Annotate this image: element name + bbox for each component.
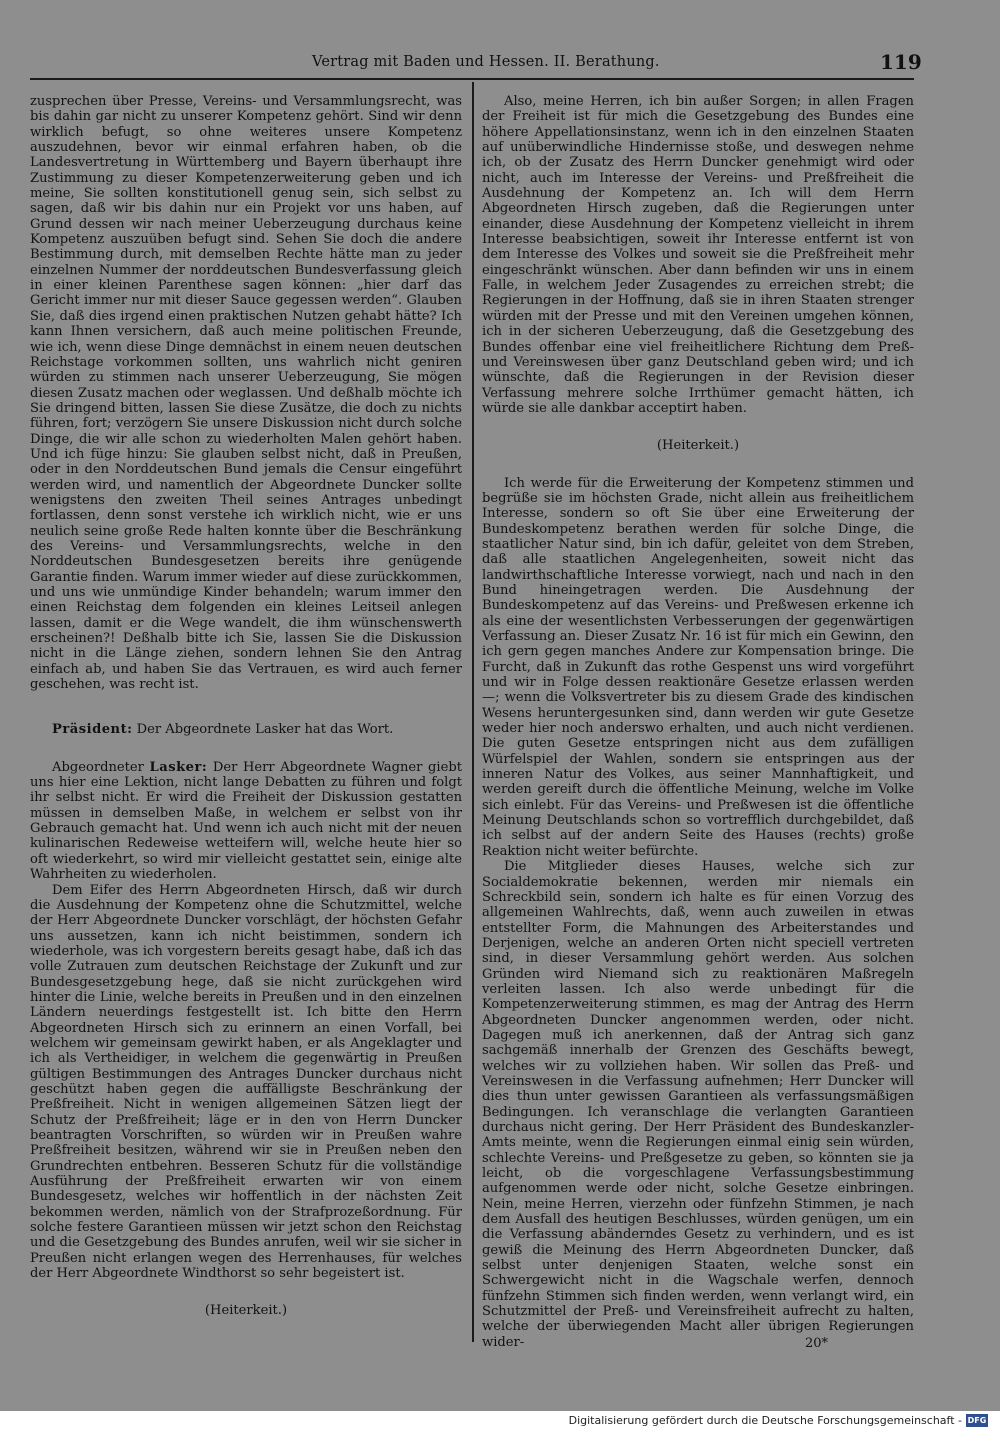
left-column <box>30 94 462 1319</box>
paragraph: Ich werde für die Erweiterung der Kompetenz stimmen und begrüße sie im höchsten Grade, nicht allein aus freiheitlichem Interesse, sondern so oft Sie über eine Erweiterung der Bundeskompetenz berathen werden für solche Dinge, die staatlicher Natur sind, bin ich dafür, geleitet von dem Streben, daß alle staatlichen Angelegenheiten, soweit nicht das landwirthschaftliche Interesse vorwiegt, nach und nach in den Bund hineingetragen werden. Die Ausdehnung der Bundeskompetenz auf das Vereins- und Preßwesen erkenne ich als eine der wesentlichsten Verbesserungen der gegenwärtigen Verfassung an. Dieser Zusatz Nr. 16 ist für mich ein Gewinn, den ich gern gegen manches Andere zur Kompensation bringe. Die Furcht, daß in Zukunft das rothe Gespenst uns wird vorgeführt und wir in Folge dessen reaktionäre Gesetze erlassen werden —; wenn die Volksvertreter bis zu diesem Grade des kindischen Wesens heruntergesunken sind, dann werden wir gute Gesetze weder hier noch anderswo erhalten, und auch nicht verdienen. Die guten Gesetze entspringen nicht aus dem zufälligen Würfelspiel der Wahlen, sondern sie entspringen aus der inneren Natur des Volkes, aus seiner Mannhaftigkeit, und werden gereift durch die öffentliche Meinung, welche im Volke sich einlebt. Für das Vereins- und Preßwesen ist die öffentliche Meinung Deutschlands schon so vortrefflich durchgebildet, daß ich selbst auf der andern Seite des Hauses (rechts) große Reaktion nicht weiter befürchte. <box>482 475 914 859</box>
running-head: Vertrag mit Baden und Hessen. II. Berathung. <box>312 54 660 70</box>
funding-credit: Digitalisierung gefördert durch die Deutsche Forschungsgemeinschaft - <box>568 1414 962 1427</box>
page-footer <box>0 1411 1000 1432</box>
paragraph: Dem Eifer des Herrn Abgeordneten Hirsch, daß wir durch die Ausdehnung der Kompetenz ohne die Schutzmittel, welche der Herr Abgeordnete Duncker vorschlägt, der höchsten Gefahr uns aussetzen, kann ich nicht beistimmen, sondern ich wiederhole, was ich vorgestern bereits gesagt habe, daß ich das volle Zutrauen zum deutschen Reichstage der Zukunft und zur Bundesgesetzgebung hege, daß sie nicht zurückgehen wird hinter die Linie, welche bereits in Preußen und in den einzelnen Ländern neuerdings festgestellt ist. Ich bitte den Herrn Abgeordneten Hirsch sich zu erinnern an einen Vorfall, bei welchem wir gemeinsam gewirkt haben, er als Angeklagter und ich als Vertheidiger, in welchem die gegenwärtig in Preußen gültigen Bestimmungen des Antrages Duncker durchaus nicht geschützt haben gegen die auffälligste Beschränkung der Preßfreiheit. Nicht in wenigen allgemeinen Sätzen liegt der Schutz der Preßfreiheit; läge er in den von Herrn Duncker beantragten Vorschriften, so würden wir in Preußen wahre Preßfreiheit besitzen, während wir sie in Preußen neben den Grundrechten entbehren. Besseren Schutz für die vollständige Ausführung der Preßfreiheit erwarten wir von einem Bundesgesetz, welches wir hoffentlich in der nächsten Zeit bekommen werden, nämlich von der Strafprozeßordnung. Für solche festere Garantieen müssen wir jetzt schon den Reichstag und die Gesetzgebung des Bundes anrufen, weil wir sie sicher in Preußen nicht erlangen wegen des Herrenhauses, für welches der Herr Abgeordnete Windthorst so sehr begeistert ist. <box>30 882 462 1282</box>
page-number: 119 <box>880 50 922 74</box>
laughter-note: (Heiterkeit.) <box>204 1303 288 1319</box>
column-divider <box>472 82 474 1342</box>
speaker-label: Präsident: <box>52 722 133 738</box>
right-column <box>482 94 914 1350</box>
president-remark <box>30 722 462 737</box>
header-rule <box>30 78 914 80</box>
page-header <box>0 50 1000 78</box>
paragraph: zusprechen über Presse, Vereins- und Versammlungsrecht, was bis dahin gar nicht zu unserer Kompetenz gehört. Sind wir denn wirklich befugt, so ohne weiteres unsere Kompetenz auszudehnen, bevor wir einmal erfahren haben, ob die Landesvertretung in Württemberg und Bayern überhaupt ihre Zustimmung zu dieser Kompetenzerweiterung geben und ich meine, Sie sollten konstitutionell genug sein, sich selbst zu sagen, daß wir bis dahin nur ein Projekt vor uns haben, auf Grund dessen wir nach meiner Ueberzeugung durchaus keine Kompetenz auszuüben befugt sind. Sehen Sie doch die andere Bestimmung durch, mit demselben Rechte hätte man zu jeder einzelnen Nummer der norddeutschen Bundesverfassung gleich in einer kleinen Parenthese sagen können: „hier darf das Gericht immer nur mit dieser Sauce gegessen werden“. Glauben Sie, daß dies irgend einen praktischen Nutzen gehabt hätte? Ich kann Ihnen versichern, daß auch meine politischen Freunde, wie ich, wenn diese Dinge demnächst in einem neuen deutschen Reichstage vorkommen sollten, uns wahrlich nicht geniren würden zu stimmen nach unserer Ueberzeugung, Sie mögen diesen Zusatz machen oder weglassen. Und deßhalb möchte ich Sie dringend bitten, lassen Sie diese Zusätze, die doch zu nichts führen, fort; verzögern Sie unsere Diskussion nicht durch solche Dinge, die wir alle schon zu wiederholten Malen gehört haben. Und ich füge hinzu: Sie glauben selbst nicht, daß in Preußen, oder in den Norddeutschen Bund jemals die Censur eingeführt werden wird, und namentlich der Abgeordnete Duncker sollte wenigstens den zweiten Theil seines Antrages unbedingt fortlassen, denn sonst verstehe ich wirklich nicht, wie er uns neulich seine große Rede halten konnte über die Beschränkung des Vereins- und Versammlungsrechts, welche in den Norddeutschen Bundesgesetzen bereits ihre genügende Garantie finden. Warum immer wieder auf diese zurückkommen, und uns wie unmündige Kinder behandeln; warum immer den einen Reichstag dem folgenden ein kleines Leitseil anlegen lassen, damit er die Wege wandelt, die ihm wünschenswerth erscheinen?! Deßhalb bitte ich Sie, lassen Sie die Diskussion nicht in die Länge ziehen, sondern lehnen Sie den Antrag einfach ab, und haben Sie das Vertrauen, es wird auch ferner geschehen, was recht ist. <box>30 94 462 693</box>
laughter-note: (Heiterkeit.) <box>656 438 740 454</box>
signature-mark: 20* <box>805 1336 829 1351</box>
dfg-logo-icon: DFG <box>967 1416 987 1425</box>
paragraph: Die Mitglieder dieses Hauses, welche sich zur Socialdemokratie bekennen, werden mir niemals ein Schreckbild sein, sondern ich halte es für einen Vorzug des allgemeinen Wahlrechts, daß, wenn auch zuweilen in etwas entstellter Form, die Mahnungen des Arbeiterstandes und Derjenigen, welche an anderen Orten nicht speciell vertreten sind, in dieser Versammlung gehört werden. Aus solchen Gründen wird Niemand sich zu reaktionären Maßregeln verleiten lassen. Ich also werde unbedingt für die Kompetenzerweiterung stimmen, es mag der Antrag des Herrn Abgeordneten Duncker angenommen werden, oder nicht. Dagegen muß ich anerkennen, daß der Antrag sich ganz sachgemäß innerhalb der Grenzen des Geschäfts bewegt, welches wir zu vollziehen haben. Wir sollen das Preß- und Vereinswesen in die Verfassung aufnehmen; Herr Duncker will dies thun unter gewissen Garantieen als verfassungsmäßigen Bedingungen. Ich veranschlage die verlangten Garantieen durchaus nicht gering. Der Herr Präsident des Bundeskanzler-Amts meinte, wenn die Regierungen einmal einig sein würden, schlechte Vereins- und Preßgesetze zu geben, so könnten sie ja leicht, ob die vorgeschlagene Verfassungsbestimmung aufgenommen werde oder nicht, solche Gesetze einbringen. Nein, meine Herren, vierzehn oder fünfzehn Stimmen, je nach dem Ausfall des heutigen Beschlusses, würden genügen, um ein die Verfassung abänderndes Gesetz zu verhindern, und es ist gewiß die Meinung des Herrn Abgeordneten Duncker, daß selbst unter denjenigen Staaten, welche sonst ein Schwergewicht nicht in die Wagschale werfen, dennoch fünfzehn Stimmen sich finden werden, wenn verlangt wird, ein Schutzmittel der Preß- und Vereinsfreiheit aufrecht zu halten, welche der überwiegenden Macht aller übrigen Regierungen wider- <box>482 859 914 1350</box>
speech-text: Der Herr Abgeordnete Wagner giebt uns hier eine Lektion, nicht lange Debatten zu führen und folgt ihr selbst nicht. Er wird die Freiheit der Diskussion gestatten müssen in demselben Maße, in welchem er selbst von ihr Gebrauch gemacht hat. Und wenn ich auch nicht mit der neuen kulinarischen Redeweise wetteifern will, welche heute hier so oft wiederkehrt, so wird mir vielleicht gestattet sein, einige alte Wahrheiten zu wiederholen. <box>30 759 462 883</box>
speaker-label: Lasker: <box>149 759 208 775</box>
lasker-speech <box>30 760 462 883</box>
speaker-intro: Abgeordneter <box>52 759 144 775</box>
president-text: Der Abgeordnete Lasker hat das Wort. <box>136 722 394 738</box>
paragraph: Also, meine Herren, ich bin außer Sorgen; in allen Fragen der Freiheit ist für mich die Gesetzgebung des Bundes eine höhere Appellationsinstanz, wenn ich in den einzelnen Staaten auf unüberwindliche Hindernisse stoße, und deswegen nehme ich, ob der Zusatz des Herrn Duncker genehmigt wird oder nicht, auch im Interesse der Vereins- und Preßfreiheit die Ausdehnung der Kompetenz an. Ich will dem Herrn Abgeordneten Hirsch zugeben, daß die Regierungen unter einander, diese Ausdehnung der Kompetenz vielleicht in ihrem Interesse beabsichtigen, soweit ihr Interesse entfernt ist von dem Interesse des Volkes und soweit sie die Preßfreiheit mehr eingeschränkt wünschen. Aber dann befinden wir uns in einem Falle, in welchem Jeder Zusagendes zu erreichen strebt; die Regierungen in der Hoffnung, daß sie in ihren Staaten strenger würden mit der Presse und mit den Vereinen umgehen können, ich in der sicheren Ueberzeugung, daß die Gesetzgebung des Bundes offenbar eine viel freiheitlichere Richtung dem Preß- und Vereinswesen über ganz Deutschland geben wird; und ich wünschte, daß die Regierungen in der Revision dieser Verfassung mehrere solche Irrthümer gemacht hätten, ich würde sie alle dankbar acceptirt haben. <box>482 94 914 416</box>
